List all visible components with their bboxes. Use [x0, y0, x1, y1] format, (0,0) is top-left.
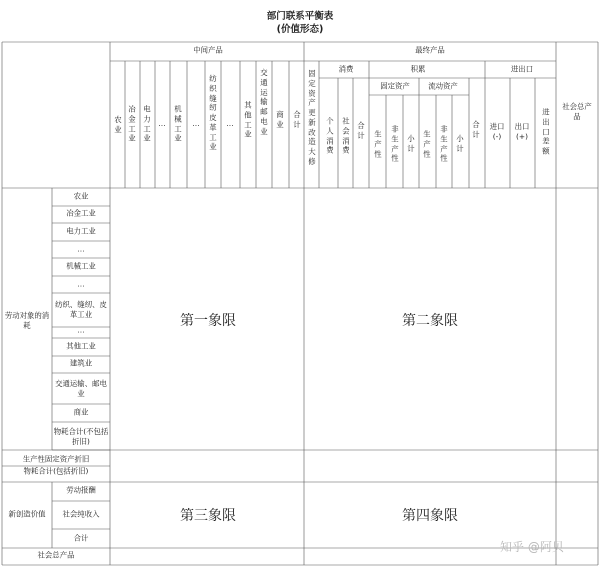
table-subtitle: (价值形态): [276, 24, 324, 35]
header-final-products: 最终产品: [415, 45, 445, 55]
col-fixed-productive: 生产性: [374, 129, 382, 158]
col-current-subtotal: 小计: [456, 134, 464, 153]
header-total-social-product: 社会总产品: [562, 102, 592, 121]
row-new-value-total: 合计: [73, 533, 89, 543]
row-social-net-income: 社会纯收入: [62, 509, 100, 519]
row-ellipsis-2: …: [77, 279, 85, 289]
header-current-assets: 流动资产: [428, 81, 458, 91]
row-transport-post: 交通运输、邮电业: [55, 379, 107, 398]
header-intermediate-products: 中间产品: [193, 45, 223, 55]
quadrant-three: 第三象限: [180, 508, 236, 524]
row-agriculture: 农业: [73, 191, 89, 201]
col-ellipsis-1: …: [158, 119, 166, 129]
col-metallurgy: 冶金工业: [128, 104, 136, 143]
col-personal-consumption: 个人消费: [326, 116, 334, 155]
header-import-export: 进出口: [510, 64, 534, 74]
col-other-industry: 其他工业: [244, 100, 252, 139]
col-current-productive: 生产性: [423, 129, 431, 158]
table-title: 部门联系平衡表: [266, 11, 334, 22]
row-machinery: 机械工业: [66, 261, 96, 271]
header-fixed-assets: 固定资产: [380, 81, 410, 91]
col-ellipsis-3: …: [226, 119, 234, 129]
col-machinery: 机械工业: [174, 104, 182, 143]
header-consumption: 消费: [338, 64, 354, 74]
row-productive-depreciation: 生产性固定资产折旧: [22, 454, 90, 464]
col-commerce: 商业: [276, 110, 284, 129]
col-social-consumption: 社会消费: [342, 116, 350, 155]
col-agriculture: 农业: [114, 115, 122, 134]
row-power: 电力工业: [66, 226, 96, 236]
col-consumption-total: 合计: [357, 121, 365, 140]
col-ellipsis-2: …: [192, 119, 200, 129]
col-net-export: 进出口差额: [542, 107, 550, 156]
row-group-labor-consumption: 劳动对象的消耗: [4, 311, 50, 330]
watermark: 知乎 @阿贝: [500, 540, 564, 554]
row-material-total-incl-depreciation: 物耗合计(包括折旧): [23, 466, 89, 476]
quadrant-two: 第二象限: [402, 313, 458, 329]
col-export: 出口(+): [514, 122, 530, 141]
row-total-social-product: 社会总产品: [37, 550, 75, 560]
col-import: 进口(-): [489, 122, 505, 141]
header-accumulation: 积累: [410, 64, 426, 74]
col-fixed-nonproductive: 非生产性: [391, 124, 399, 163]
row-group-new-value: 新创造价值: [8, 509, 46, 519]
quadrant-four: 第四象限: [402, 508, 458, 524]
row-textile: 纺织、缝纫、皮革工业: [55, 300, 107, 319]
col-current-nonproductive: 非生产性: [440, 124, 448, 163]
row-ellipsis-3: …: [77, 325, 85, 335]
col-fixed-asset-renewal: 固定资产更新改造大修: [308, 69, 316, 167]
col-fixed-subtotal: 小计: [407, 134, 415, 153]
col-power: 电力工业: [143, 104, 151, 143]
col-intermediate-total: 合计: [293, 110, 301, 129]
row-metallurgy: 冶金工业: [66, 208, 96, 218]
quadrant-one: 第一象限: [180, 313, 236, 329]
col-accumulation-total: 合计: [472, 120, 480, 139]
row-material-total-excl-depreciation: 物耗合计(不包括折旧): [53, 427, 109, 446]
col-transport-post: 交通运输邮电业: [260, 67, 268, 136]
row-ellipsis-1: …: [77, 244, 85, 254]
row-other-industry: 其他工业: [66, 341, 96, 351]
col-textile: 纺织缝纫皮革工业: [209, 73, 217, 152]
row-labor-compensation: 劳动报酬: [66, 485, 96, 495]
row-commerce: 商业: [73, 407, 89, 417]
row-construction: 建筑业: [69, 358, 93, 368]
